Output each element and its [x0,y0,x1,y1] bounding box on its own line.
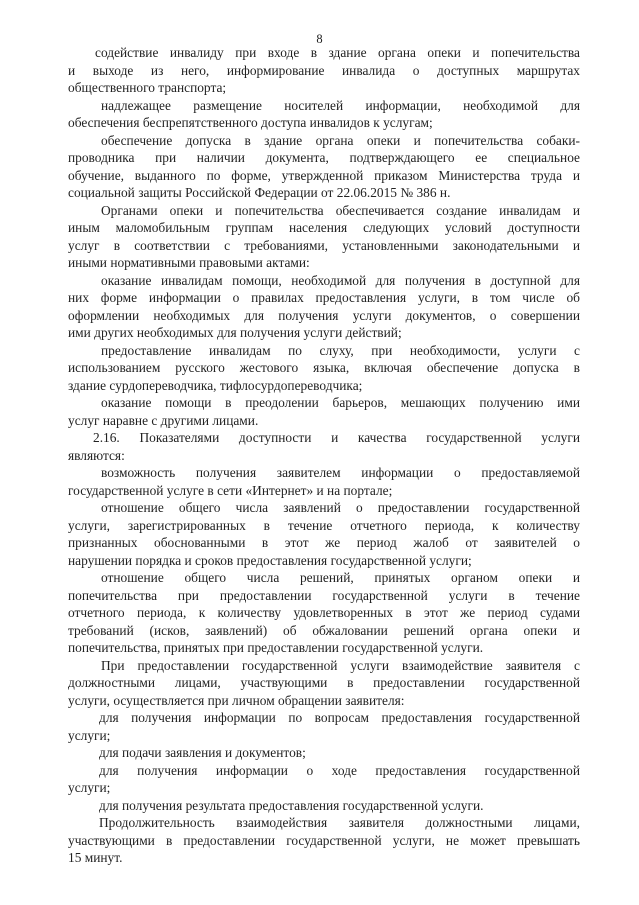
text-line: При предоставлении государственной услуги взаимодействие заявителя с [101,657,580,673]
text-line: отношение общего числа решений, принятых органом опеки и [101,570,580,585]
text-line: надлежащее размещение носителей информации, необходимой для [101,97,580,113]
text-line: ими других необходимых для получения услуги действий; [68,325,402,340]
text-line: отношение общего числа заявлений о предоставлении государственной [101,500,580,515]
text-line: для получения информации по вопросам предоставления государственной [99,710,580,725]
text-line: требований (исков, заявлений) об обжаловании решений органа опеки и [68,622,580,638]
text-line: содействие инвалиду при входе в здание органа опеки и попечительства [95,45,580,60]
text-line: и выходе из него, информирование инвалида о доступных маршрутах [68,62,580,78]
text-line: попечительства, принятых при предоставлении государственной услуги. [68,640,484,655]
text-line: общественного транспорта; [68,80,227,95]
text-line: являются: [68,447,125,463]
text-line: Органами опеки и попечительства обеспечивается создание инвалидам и [101,202,580,218]
text-line: использованием русского жестового языка, включая обеспечение допуска в [68,360,580,375]
text-line: проводника при наличии документа, подтверждающего ее специальное [68,150,580,165]
text-line: обеспечение допуска в здание органа опеки и попечительства собаки- [101,132,580,148]
page-body [68,44,580,867]
text-line: услуги; [68,780,111,795]
text-line: для подачи заявления и документов; [99,745,306,760]
text-line: оказание инвалидам помощи, необходимой для получения в доступной для [101,272,580,288]
text-line: услуг в соответствии с требованиями, установленными законодательными и [68,237,580,253]
text-line: 2.16. Показателями доступности и качества государственной услуги [93,430,580,445]
text-line: услуг наравне с другими лицами. [68,412,259,428]
text-line: государственной услуге в сети «Интернет» и на портале; [68,482,393,498]
page-number: 8 [316,32,323,46]
text-line: оказание помощи в преодолении барьеров, мешающих получению ими [101,395,580,410]
text-line: здание сурдопереводчика, тифлосурдопереводчика; [68,377,363,393]
text-line: иным маломобильным группам населения следующих условий доступности [68,220,580,235]
text-line: возможность получения заявителем информации о предоставляемой [101,465,580,480]
text-line: них форме информации о правилах предоставления услуги, в том числе об [68,290,580,305]
text-line: предоставление инвалидам по слуху, при необходимости, услуги с [101,342,580,358]
text-line: нарушении порядка и сроков предоставления государственной услуги; [68,552,472,568]
text-line: обучение, выданного по форме, утвержденной приказом Министерства труда и [68,167,580,183]
text-line: для получения результата предоставления государственной услуги. [99,797,484,813]
text-line: обеспечения беспрепятственного доступа инвалидов к услугам; [68,115,433,130]
text-line: услуги, зарегистрированных в течение отчетного периода, к количеству [68,517,580,533]
text-line: оформлении необходимых для получения услуги документов, о совершении [68,307,580,323]
text-line: услуги; [68,727,111,743]
text-line: Продолжительность взаимодействия заявителя должностными лицами, [99,815,580,830]
text-line: участвующими в предоставлении государственной услуги, не может превышать [68,832,580,848]
text-line: должностными лицами, участвующими в предоставлении государственной [68,675,580,690]
text-line: признанных обоснованными в этот же период жалоб от заявителей о [68,535,580,550]
text-line: 15 минут. [68,850,123,865]
text-line: для получения информации о ходе предоставления государственной [99,762,580,778]
text-line: иными нормативными правовыми актами: [68,255,310,270]
text-line: попечительства при предоставлении государственной услуги в течение [68,587,580,603]
text-line: услуги, осуществляется при личном обращении заявителя: [68,692,405,708]
text-line: социальной защиты Российской Федерации от 22.06.2015 № 386 н. [68,185,451,200]
text-line: отчетного периода, к количеству удовлетворенных в этот же период судами [68,605,580,620]
